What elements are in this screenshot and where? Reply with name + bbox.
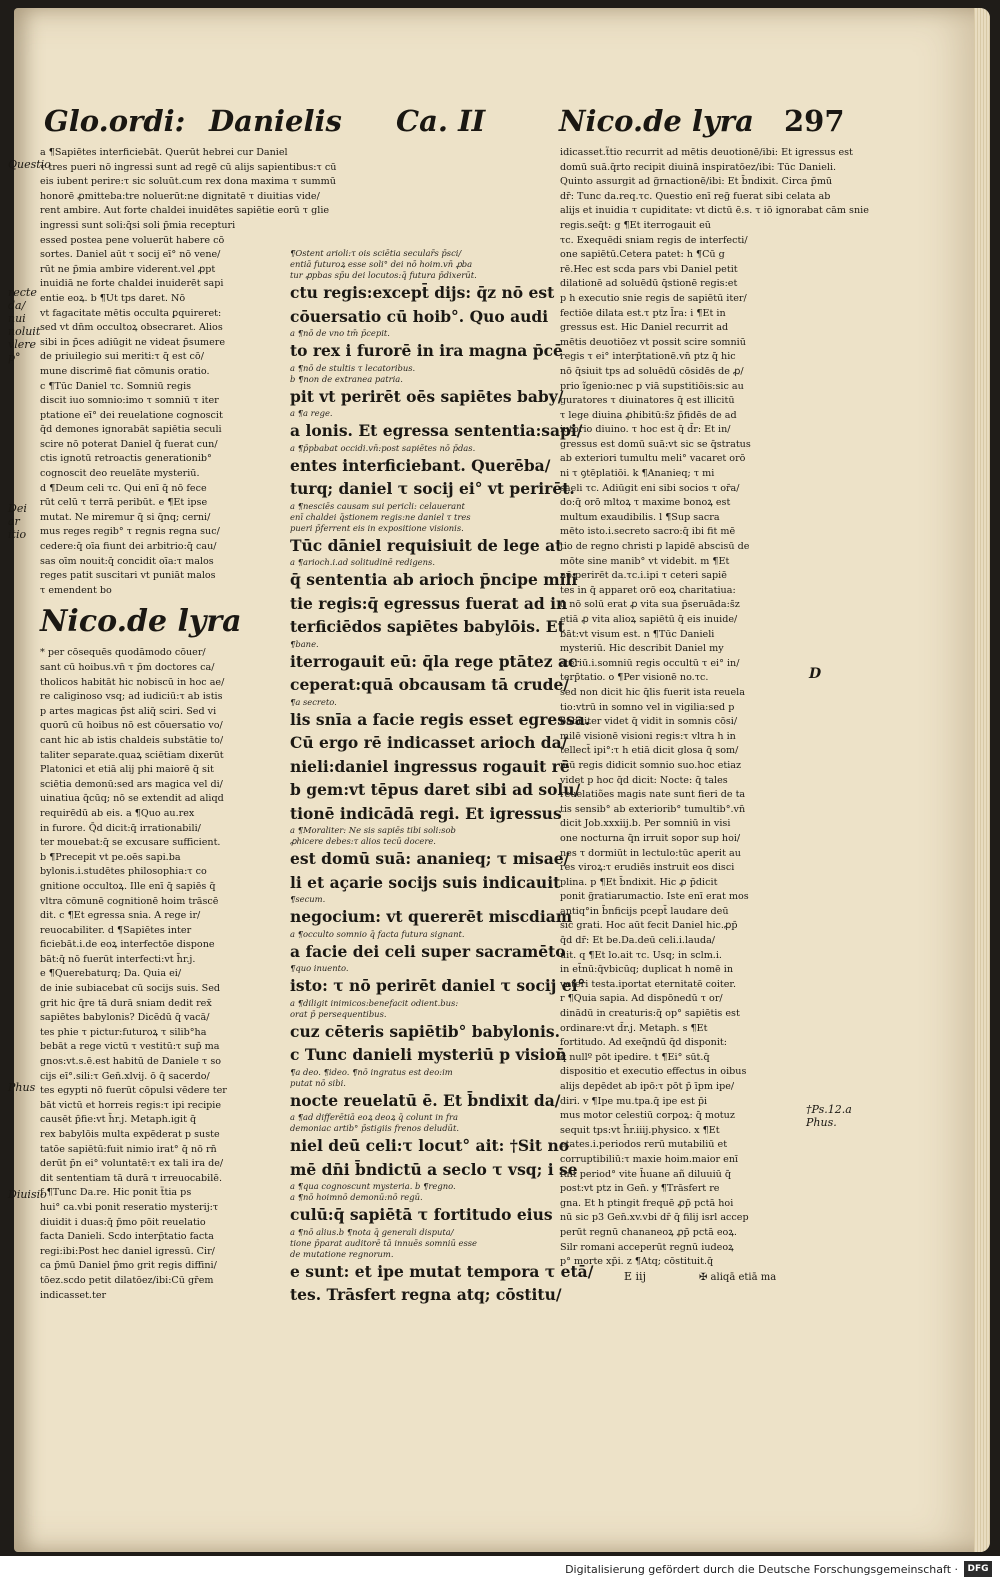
gloss-line: τ tres pueri nō ingressi sunt ad regē cū alijs sapientibus:τ cū	[40, 161, 337, 173]
gloss-line: essed postea pene voluerūt habere cō	[40, 234, 225, 246]
lyra-line: tes egypti nō fuerūt cōpulsi vēdere ter	[40, 1085, 227, 1097]
lyra-line: fortitudo. Ad exeq̄ndū q̄d disponit:	[560, 1037, 728, 1049]
lyra-line: p h executio snie regis de sapiētū iter/	[560, 292, 747, 304]
interlinear-line: tione p̄parat auditorē tā innuēs somniū esse	[290, 1237, 478, 1248]
lyra-line: gressus est. Hic Daniel recurrit ad	[560, 322, 729, 334]
lyra-line: in furore. Q̄d dicit:q̄ irrationabili/	[40, 822, 201, 834]
lyra-line: f ¶Tunc Da.re. Hic ponit ẗtia ps	[40, 1187, 192, 1199]
lyra-line: fectiōe dilata est.τ ptz l̄ra: i ¶Et in	[560, 307, 726, 319]
lyra-line: derūt p̄n ei° voluntatē:τ ex tali ira de/	[40, 1158, 224, 1170]
lyra-line: q̄ nullº pōt ipedire. t ¶Ei° sūt.q̄	[560, 1051, 710, 1063]
scripture-line: niel deū celi:τ locut° ait: †Sit no	[290, 1136, 570, 1155]
scripture-line: e sunt: et ipe mutat tempora τ etā/	[290, 1261, 594, 1281]
lyra-line: veteri testa.iportat eternitatē coiter.	[560, 978, 736, 990]
lyra-line: one sapiētū.Cetera patet: h ¶Cū g	[560, 249, 725, 261]
gloss-line: entie eoꝝ. b ¶Ut tps daret. Nō	[40, 292, 186, 304]
gloss-line: de priuilegio sui meriti:τ q̄ est cō/	[40, 351, 204, 363]
lyra-line: dit sententiam tā durā τ irreuocabilē.	[40, 1172, 223, 1184]
folio-number: 297	[784, 104, 845, 138]
gloss-line: d ¶Deum celi τc. Qui enī q̄ nō fece	[40, 482, 207, 494]
margin-note-d: D	[809, 666, 822, 682]
lyra-line: tellect̄ ipi°:τ h etiā dicit glosa q̄ som/	[560, 745, 739, 757]
scripture-line: li et açarie socijs suis indicauit	[290, 872, 561, 892]
gloss-line: discit iuo somnio:imo τ somniū τ iter	[40, 395, 219, 407]
lyra-line: in et̄nū:q̄vbicūq; duplicat h nomē in	[560, 964, 734, 976]
lyra-line: q̄d dr̄: Et be.Da.deū celi.i.lauda/	[560, 935, 716, 947]
lyra-line: alijs et inuidia τ cupiditate: vt dictū ē.s. τ iō ignorabat cām snie	[560, 205, 869, 217]
lyra-line: milē visionē visioni regis:τ vltra h in	[560, 730, 736, 742]
lyra-line: multum exaudibilis. l ¶Sup sacra	[560, 511, 720, 523]
lyra-line: r ¶Quia sapia. Ad dispōnedū τ or/	[560, 993, 723, 1005]
lyra-line: bāt victū et horreis regis:τ ipi recipie	[40, 1099, 222, 1111]
lyra-line: rē.Hec est scda pars vbi Daniel petit	[560, 263, 738, 275]
lyra-line: p° morte xp̄i. z ¶Atq; cōstituit.q̄	[560, 1256, 714, 1268]
margin-note-questio: Questio	[8, 158, 51, 171]
lyra-line: tio:vtrū in somno vel in vigilia:sed p	[560, 701, 735, 713]
lyra-line: facta Danieli. Scdo interp̄tatio facta	[40, 1231, 214, 1243]
lyra-line: nes τ dormiūt in lectulo:tūc aperit au	[560, 847, 741, 859]
lyra-line: bāt:vt visum est. n ¶Tūc Danieli	[560, 628, 715, 640]
gloss-line: q̄d demones ignorabāt sapiētia seculi	[40, 424, 222, 436]
lyra-line: tōez.scdo petit dilatōez/ibi:Cū gr̄em	[40, 1274, 214, 1286]
lyra-line: ab exteriori tumultu meli° vacaret orō	[560, 453, 746, 465]
scripture-line: turq; daniel τ socij ei° vt perirēt.	[290, 479, 575, 498]
interlinear-line: a ¶Moraliter: Ne sis sapiēs tibi soli:sob	[290, 825, 456, 835]
lyra-line: uit. q ¶Et lo.ait τc. Usq; in sclm.i.	[560, 949, 722, 961]
running-head-chapter: Ca. II	[396, 104, 486, 138]
scripture-line: to rex i furorē in ira magna p̄cē	[290, 341, 563, 360]
lyra-line: cijs eī°.sili:τ Gen̄.xlvij. ō q̄ sacerdo/	[40, 1070, 210, 1082]
lyra-line: sapiētes babylonis? Dicēdū q̄ vacā/	[40, 1012, 210, 1024]
lyra-line: cant hic ab istis chaldeis substātie to/	[40, 734, 224, 746]
gloss-line: ctis ignotū retroactis generationib°	[40, 453, 212, 465]
interlinear-line: ¶secum.	[290, 894, 326, 904]
scripture-line: culū:q̄ sapiētā τ fortitudo eius	[290, 1205, 553, 1224]
lyra-line: sed non dicit hic q̄lis fuerit ista reuela	[560, 686, 745, 698]
lyra-line: iutorio diuino. τ hoc est q̄ d̄r: Et in/	[560, 424, 731, 436]
lyra-line: indicasset.ter	[40, 1289, 107, 1301]
lyra-line: nō perirēt da.τc.i.ipi τ ceteri sapiē	[560, 570, 727, 582]
lyra-line: gnitione occultoꝝ. Ille enī q̄ sapiēs q̄	[40, 880, 216, 892]
lyra-line: tis sensib° ab exteriorib° tumultib°.vn̄	[560, 803, 746, 815]
interlinear-line: a ¶nō hoimnō demonū:nō regū.	[290, 1192, 423, 1202]
interlinear-line: pueri p̄ferrent eis in expositione visionis.	[290, 522, 464, 533]
scripture-line: ceperat:quā obcausam tā crude/	[290, 675, 569, 694]
scripture-line: b gem:vt tēpus daret sibi ad solu/	[290, 780, 581, 799]
lyra-commentary-left	[40, 646, 284, 1303]
interlinear-gloss-top	[290, 248, 552, 281]
margin-note-left-2: recte da/ nui noluit vlere p°	[8, 286, 41, 364]
lyra-line: bāt:q̄ nō fuerūt interfecti:vt h̄r.j.	[40, 953, 196, 965]
lyra-line: tes phie τ pictur:futuroꝝ τ silib°ha	[40, 1026, 207, 1038]
interlinear-line: de mutatione regnorum.	[290, 1248, 394, 1259]
gloss-line: scire nō poterat Daniel q̄ fuerat cun/	[40, 438, 218, 450]
scripture-line: isto: τ nō perirēt daniel τ socij ei°	[290, 976, 586, 995]
lyra-line: mysteriū. Hic describit Daniel my	[560, 643, 724, 655]
gloss-line: honorē ꝓmitteba:tre noluerūt:ne dignitatē τ diuitias vide/	[40, 190, 320, 202]
lyra-line: fuit period° vite h̄uane añ diluuiū q̄	[560, 1168, 732, 1180]
margin-note-left-3: Dei ar itio	[8, 502, 27, 541]
middle-column	[290, 248, 594, 1304]
scripture-line: entes interficiebant. Querēba/	[290, 455, 551, 475]
lyra-line: Platonici et etiā alij phi maiorē q̄ sit	[40, 764, 214, 776]
interlinear-line: a ¶nō de vno tm̄ p̄cepit.	[290, 328, 390, 338]
lyra-line: res viroꝝ:τ erudiēs instruit eos disci	[560, 862, 735, 874]
interlinear-line: a ¶nesciēs causam sui pericli: celauerant	[290, 500, 465, 511]
running-head-commentator: Nico.de lyra	[559, 104, 754, 138]
lyra-line: saeli τc. Adiūgit eni sibi socios τ or̄a/	[560, 482, 740, 494]
lyra-line: ordinare:vt d̄r.j. Metaph. s ¶Et	[560, 1022, 708, 1034]
lyra-line: dicit Job.xxxiij.b. Per somniū in visi	[560, 818, 731, 830]
lyra-line: sant cū hoibus.vn̄ τ p̄m doctores ca/	[40, 662, 215, 673]
lyra-line: domū suā.q̄rto recipit diuinā inspiratōez/ibi: Tūc Danieli.	[560, 161, 837, 173]
scripture-line: Tūc dāniel requisiuit de lege at	[290, 535, 563, 555]
lyra-line: tio de regno christi p lapidē abscisū de	[560, 541, 750, 553]
scripture-line: Cū ergo rē indicasset arioch da/	[290, 733, 568, 752]
lyra-line: p artes magicas p̄st aliq̄ sciri. Sed vi	[40, 705, 217, 717]
interlinear-line: a ¶nō de stultis τ lecatoribus.	[290, 362, 416, 373]
gloss-line: vt fagacitate mētis occulta ꝑquireret:	[40, 307, 222, 319]
lyra-line: post:vt ptz in Gen̄. y ¶Trāsfert re	[560, 1183, 720, 1195]
lyra-line: sequit tps:vt h̄r.iiij.physico. x ¶Et	[560, 1124, 720, 1136]
scripture-line: tie regis:q̄ egressus fuerat ad in	[290, 593, 568, 613]
lyra-line: etiā ꝓ vita alioꝝ sapiētū q̄ eis inuide/	[560, 614, 738, 625]
interlinear-line: orat p̄ persequentibus.	[290, 1008, 387, 1019]
gloss-line: ptatione eī° dei reuelatione cognoscit	[40, 409, 223, 421]
lyra-line: re caliginoso vsq; ad iudiciū:τ ab istis	[40, 691, 223, 703]
lyra-line: de inie subiacebat cū socijs suis. Sed	[40, 983, 221, 995]
interlinear-line: a ¶ad differētiā eoꝝ deoꝝ q̄ colunt in fra	[290, 1112, 459, 1122]
lyra-line: sciētia demonū:sed ars magica vel di/	[40, 778, 223, 790]
scripture-line: a facie dei celi super sacramēto	[290, 941, 566, 961]
gloss-line: sortes. Daniel aūt τ socij eī° nō vene/	[40, 249, 221, 261]
lyra-line: bebāt a rege victū τ vestitū:τ sup̄ ma	[40, 1041, 220, 1053]
lyra-line: ter mouebat:q̄ se excusare sufficient.	[40, 837, 221, 849]
lyra-line: ponit g̃ratiarumactio. Iste enī erat mos	[560, 891, 749, 903]
lyra-line: antiq°in b̄nficijs pcept̄ laudare deū	[560, 905, 729, 917]
gloss-line: reges patit suscitari vt puniāt malos	[40, 570, 216, 582]
lyra-line: diri. v ¶Ipe mu.tpa.q̄ ipe est p̄i	[560, 1095, 708, 1107]
interlinear-line: ¶quo inuento.	[290, 963, 349, 973]
lyra-line: Silr romani acceperūt regnū iudeoꝝ	[560, 1241, 734, 1253]
lyra-line: do:q̄ orō mltoꝝ τ maxime bonoꝝ est	[560, 497, 731, 509]
running-head-book: Danielis	[209, 104, 342, 138]
lyra-line: terp̄tatio. o ¶Per visionē no.τc.	[560, 672, 709, 684]
interlinear-line: ¶bane.	[290, 638, 319, 649]
gloss-line: mune discrimē fiat cōmunis oratio.	[40, 365, 210, 377]
interlinear-line: a ¶nō alius.b ¶nota q̄ generali disputa/	[290, 1226, 454, 1237]
gloss-line: rūt celū τ terrā peribūt. e ¶Et ipse	[40, 497, 208, 509]
book-page	[8, 8, 990, 1552]
margin-note-diuisio: Diuisio	[8, 1188, 47, 1201]
lyra-line: gna. Et h ptingit frequē ꝓp̄ pctā hoi	[560, 1197, 734, 1209]
lyra-line: taliter separate.quaꝝ sciētiam dixerūt	[40, 749, 224, 761]
lyra-line: vltra cōmunē cognitionē hoim trāscē	[40, 895, 219, 907]
lyra-line: niū regis didicit somnio suo.hoc etiaz	[560, 759, 742, 771]
lyra-line: dinādū in creaturis:q̄ op° sapiētis est	[560, 1008, 740, 1020]
lyra-line: ni τ ꝯtēplatiōi. k ¶Ananieq; τ mi	[560, 468, 715, 480]
interlinear-line: a ¶p̄pbabat occidi.vn̄:post sapiētes nō p̄das.	[290, 442, 476, 453]
gloss-line: mutat. Ne miremur q̄ si q̄nq; cerni/	[40, 511, 211, 523]
scripture-line: a lonis. Et egressa sententia:sapi/	[290, 421, 583, 440]
lyra-line: e ¶Querebaturq; Da. Quia ei/	[40, 968, 182, 980]
lyra-line: videt p hoc q̄d dicit: Nocte: q̄ tales	[560, 774, 728, 786]
gloss-line: sibi in p̄ces adiūgit ne videat p̄sumere	[40, 336, 226, 348]
lyra-line: dilationē ad soluēdū q̄stionē regis:et	[560, 278, 738, 290]
lyra-line: tes in q̄ apparet orō eoꝝ charitatiua:	[560, 584, 736, 596]
running-head-gloss: Glo.ordi:	[44, 104, 186, 138]
scripture-line: tionē indicādā regi. Et igressus	[290, 803, 562, 823]
section-title-lyra: Nico.de lyra	[40, 604, 242, 640]
lyra-line: prio ĩgenio:nec p viā supstitiōis:sic au	[560, 380, 744, 392]
lyra-line: reuelatiões magis nate sunt fieri de ta	[560, 789, 746, 801]
lyra-line: nū sic p3 Gen̄.xv.vbi dr̄ q̄ filij isrl accep	[560, 1212, 749, 1224]
catchword: ✠ aliqā etiā ma	[699, 1272, 777, 1283]
scripture-line: est domū suā: ananieq; τ misae/	[290, 849, 570, 868]
lyra-line: dr̄: Tunc da.req.τc. Questio enī reg̃ fuerat sibi celata ab	[560, 190, 831, 202]
interlinear-line: entiā futuroꝝ esse soli° dei nō hoim.vn̄ ꝓba	[290, 259, 473, 269]
gloss-line: c ¶Tūc Daniel τc. Somniū regis	[40, 380, 192, 392]
gloss-line: sas oīm nouit:q̄ concidit oīa:τ malos	[40, 555, 214, 567]
lyra-line: alijs depēdet ab ipō:τ pōt p̄ īpm ipe/	[560, 1081, 735, 1092]
interlinear-line: demoniac artib° p̄stigiis frenos deludūt.	[290, 1123, 459, 1133]
lyra-line: regis.seq̄t: g ¶Et iterrogauit eū	[560, 219, 711, 231]
footer-bar	[0, 1556, 1000, 1584]
lyra-line: nō q̄siuit tps ad soluēdū cōsidēs de ꝓ/	[560, 365, 744, 377]
interlinear-line: ¶a secreto.	[290, 696, 337, 707]
lyra-line: ca p̄mū Daniel p̄mo grit regis diffini/	[40, 1260, 217, 1272]
lyra-line: τ lege diuina ꝓhibitū:s̄z p̄fidēs de ad	[560, 409, 737, 421]
interlinear-line: tur ꝓpbas sp̄u dei locutos:q̄ futura p̄dixerūt.	[290, 270, 477, 280]
lyra-line: guratores τ diuinatores q̄ est illicitū	[560, 395, 735, 407]
interlinear-line: enī chaldei q̄stionem regis:ne daniel τ tres	[290, 511, 471, 522]
gloss-line: a ¶Sapiētes interficiebāt. Querūt hebrei cur Daniel	[40, 147, 288, 158]
lyra-line: mētis deuotiōez vt possit scire somniū	[560, 336, 746, 348]
gloss-line: inuidiā ne forte chaldei inuiderēt sapi	[40, 278, 224, 290]
gloss-line: rūt ne p̄mia ambire viderent.vel ꝓpt	[40, 263, 216, 275]
interlinear-line: a ¶occulto somnio q̄ facta futura signant.	[290, 928, 465, 939]
lyra-line: dispositio et executio effectus in oibus	[560, 1066, 747, 1078]
scripture-line: terficiēdos sapiētes babylōis. Et	[290, 617, 565, 636]
lyra-line: mēto isto.i.secreto sacro:q̄ ibi fit mē	[560, 526, 736, 538]
scripture-line: nieli:daniel ingressus rogauit rē	[290, 756, 570, 776]
interlinear-line: putat nō sibi.	[290, 1077, 346, 1088]
interlinear-line: b ¶non de extranea patria.	[290, 373, 403, 384]
interlinear-line: ¶Ostent arioli:τ ois sciētia secular̄s p̄sci/	[290, 248, 462, 258]
lyra-line: Quinto assurgit ad g̃rnactionē/ibi: Et b̄ndixit. Circa p̄mū	[560, 176, 833, 188]
lyra-line: b ¶Precepit vt pe.oēs sapi.ba	[40, 851, 181, 863]
scripture-line: cuz cēteris sapiētib° babylonis.	[290, 1021, 561, 1041]
lyra-line: uinatiua q̄cūq; nō se extendit ad aliqd	[40, 793, 224, 805]
lyra-line: hui° ca.vbi ponit reseratio mysterij:τ	[40, 1201, 219, 1213]
gloss-line: mus reges regib° τ regnis regna suc/	[40, 526, 220, 538]
lyra-line: perūt regnū chananeoꝝ ꝓp̄ pctā eoꝝ.	[560, 1226, 737, 1238]
interlinear-line: a ¶a rege.	[290, 408, 333, 418]
lyra-line: regi:ibi:Post hec daniel igressū. Cir/	[40, 1245, 215, 1257]
scripture-line: negocium: vt quererēt miscdiam	[290, 907, 573, 926]
scripture-line: pit vt perirēt oēs sapiētes baby/	[290, 386, 564, 406]
lyra-line: corruptibiliū:τ maxie hoim.maior enī	[560, 1153, 739, 1165]
scripture-line: nocte reuelatū ē. Et b̄ndixit da/	[290, 1090, 561, 1110]
page-fore-edge	[974, 8, 990, 1552]
lyra-line: quorū cū hoibus nō est cōuersatio vo/	[40, 720, 223, 732]
gloss-line: rent ambire. Aut forte chaldei inuidētes sapiētie eorū τ glie	[40, 205, 330, 217]
lyra-line: babiliter videt q̄ vidit in somnis cōsi/	[560, 716, 738, 728]
interlinear-line: a ¶arioch.i.ad solitudinē redigens.	[290, 557, 435, 567]
lyra-line: rex babylōis multa expēderat p suste	[40, 1129, 220, 1140]
lyra-line: reuocabiliter. d ¶Sapiētes inter	[40, 924, 192, 936]
gloss-line: eis iubent perire:τ sic soluūt.cum rex dona maxima τ summū	[40, 176, 336, 188]
lyra-line: τc. Exequēdi sniam regis de interfecti/	[560, 234, 748, 246]
lyra-line: dit. c ¶Et egressa snia. A rege ir/	[40, 910, 201, 922]
gloss-line: τ emendent bo	[40, 584, 112, 596]
scripture-line: mē dn̄i b̄ndictū a seclo τ vsq; i se	[290, 1159, 578, 1179]
biblical-text	[290, 281, 594, 1307]
gloss-line: ingressi sunt soli:q̄si soli p̄mia recepturi	[40, 219, 236, 231]
lyra-line: requirēdū ab eis. a ¶Quo au.rex	[40, 807, 195, 819]
lyra-line: mōte sine manib° vt videbit. m ¶Et	[560, 555, 730, 567]
lyra-line: gressus est domū suā:vt sic se q̄stratus	[560, 438, 751, 450]
lyra-line: tatōe sapiētū:fuit nimio irat° q̄ nō rn̄	[40, 1143, 217, 1155]
gloss-line: cognoscit deo reuelāte mysteriū.	[40, 468, 200, 480]
funding-notice: Digitalisierung gefördert durch die Deutsche Forschungsgemeinschaft ·	[565, 1563, 958, 1576]
interlinear-line: ꝓhicere debes:τ alios tecū docere.	[290, 836, 436, 846]
lyra-line: mus motor celestiū corpoꝝ: q̄ motuz	[560, 1110, 735, 1122]
gloss-line: sed vt dn̄m occultoꝝ obsecraret. Alios	[40, 322, 223, 334]
scripture-line: lis snīa a facie regis esset egressa.	[290, 709, 591, 729]
lyra-line: grit hic q̄re tā durā sniam dedit rex̄	[40, 997, 212, 1009]
lyra-line: causēt p̄fie:vt h̄r.j. Metaph.igit q̄	[40, 1114, 197, 1126]
signature-mark: E iij	[624, 1270, 646, 1283]
lyra-line: idicasset.ẗtio recurrit ad mētis deuotionē/ibi: Et igressus est	[560, 147, 853, 158]
scripture-line: cōuersatio cū hoib°. Quo audi	[290, 306, 549, 326]
lyra-line: plina. p ¶Et b̄ndixit. Hic ꝓ p̄dicit	[560, 876, 718, 888]
lyra-line: diuidit i duas:q̄ p̄mo pōit reuelatio	[40, 1216, 206, 1228]
scripture-line: ctu regis:except̄ dijs: q̄z nō est	[290, 283, 555, 302]
lyra-line: gnos:vt.s.ē.est habitū de Daniele τ so	[40, 1056, 222, 1068]
lyra-line: ficiebāt.i.de eoꝝ interfectōe dispone	[40, 939, 215, 951]
gloss-line: cedere:q̄ oīa fiunt dei arbitrio:q̄ cau/	[40, 541, 217, 553]
scripture-line: c Tunc danieli mysteriū p vision̄	[290, 1045, 567, 1064]
lyra-line: sic grati. Hoc aūt fecit Daniel hic.ꝓp̄	[560, 920, 738, 932]
lyra-line: one nocturna q̄n irruit sopor sup hoi/	[560, 832, 741, 844]
scripture-line: iterrogauit eū: q̄la rege ptātez ac	[290, 651, 578, 671]
scripture-line: q̄ sententia ab arioch p̄ncipe mili	[290, 570, 578, 589]
lyra-line: tholicos habitāt hic nobiscū in hoc ae/	[40, 676, 225, 688]
interlinear-line: a ¶qua cognoscunt mysteria. b ¶regno.	[290, 1181, 456, 1191]
interlinear-line: ¶a deo. ¶ideo. ¶nō ingratus est deo:im	[290, 1066, 453, 1077]
lyra-line: steriū.i.somniū regis occultū τ ei° in/	[560, 657, 740, 669]
margin-note-ps: †Ps.12.a Phus.	[806, 1103, 852, 1129]
interlinear-line: a ¶diligit inimicos:benefacit odient.bus:	[290, 997, 459, 1008]
margin-note-phus: Phus	[8, 1081, 36, 1094]
lyra-line: regis τ ei° interp̄tationē.vn̄ ptz q̄ hic	[560, 351, 736, 363]
lyra-line: q̄ nō solū erat ꝓ vita sua p̄seruāda:s̄z	[560, 599, 740, 611]
dfg-logo: DFG	[964, 1561, 992, 1577]
lyra-line: etates.i.periodos rerū mutabiliū et	[560, 1139, 728, 1151]
lyra-line: bylonis.i.studētes philosophia:τ co	[40, 866, 207, 878]
scripture-line: tes. Trāsfert regna atq; cōstitu/	[290, 1285, 562, 1304]
lyra-line: * per cōsequēs quodāmodo cōuer/	[40, 647, 206, 659]
